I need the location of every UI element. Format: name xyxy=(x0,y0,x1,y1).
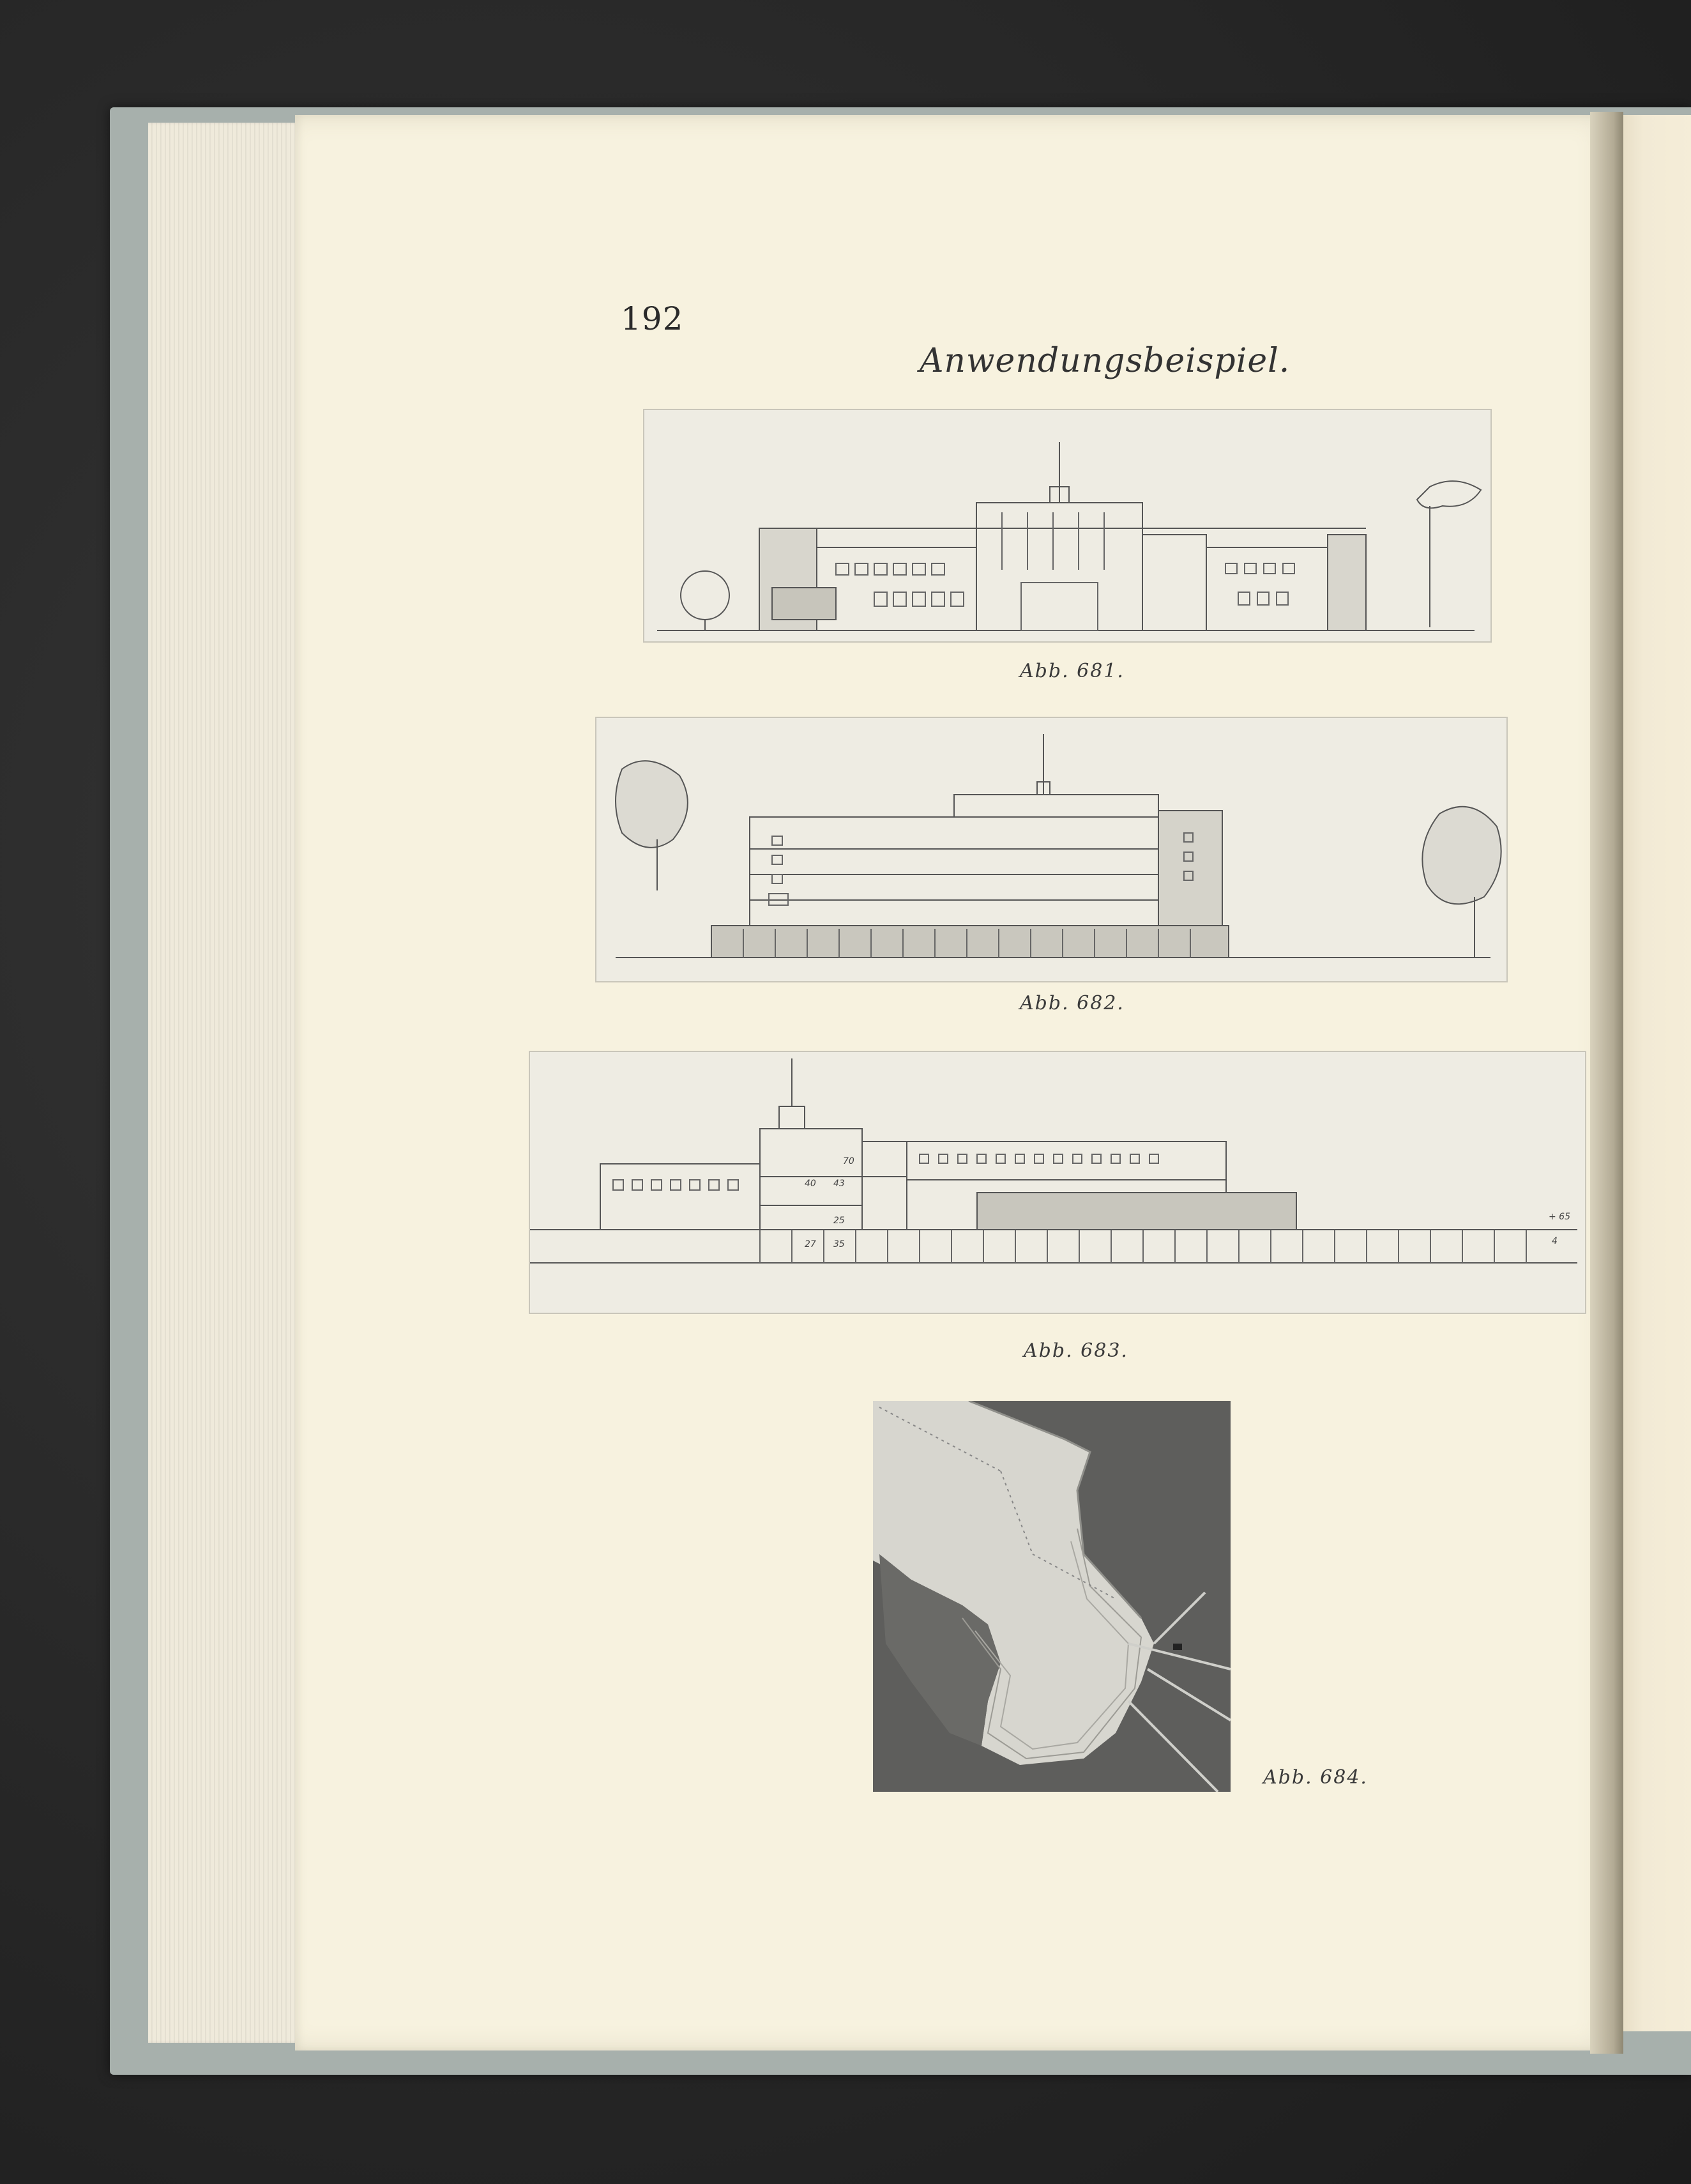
figure-681-caption: Abb. 681. xyxy=(1020,660,1125,682)
book-gutter xyxy=(1590,112,1623,2054)
annotation-43: 43 xyxy=(833,1179,845,1189)
annotation-27: 27 xyxy=(805,1239,816,1249)
figure-684-caption: Abb. 684. xyxy=(1263,1766,1368,1789)
figure-682-caption: Abb. 682. xyxy=(1020,992,1125,1014)
lake-site-map xyxy=(873,1401,1231,1792)
figure-681-elevation-sketch xyxy=(643,409,1492,643)
annotation-4: 4 xyxy=(1552,1236,1558,1246)
page-number: 192 xyxy=(621,300,684,337)
annotation-70: 70 xyxy=(843,1156,854,1166)
figure-683-caption: Abb. 683. xyxy=(1024,1340,1128,1362)
figure-684-site-map xyxy=(873,1401,1231,1792)
building-sketch-681 xyxy=(644,410,1490,641)
running-head: Anwendungsbeispiel. xyxy=(920,342,1291,380)
figure-682-elevation-sketch xyxy=(595,717,1508,982)
page-edges xyxy=(148,123,301,2043)
annotation-35: 35 xyxy=(833,1239,845,1249)
figure-683-section-sketch xyxy=(529,1051,1586,1314)
building-sketch-682 xyxy=(596,718,1506,981)
facing-page-edge xyxy=(1623,115,1691,2031)
annotation-plus-65: + 65 xyxy=(1549,1212,1570,1222)
annotation-40: 40 xyxy=(805,1179,816,1189)
building-sketch-683 xyxy=(530,1052,1585,1313)
annotation-25: 25 xyxy=(833,1216,845,1226)
